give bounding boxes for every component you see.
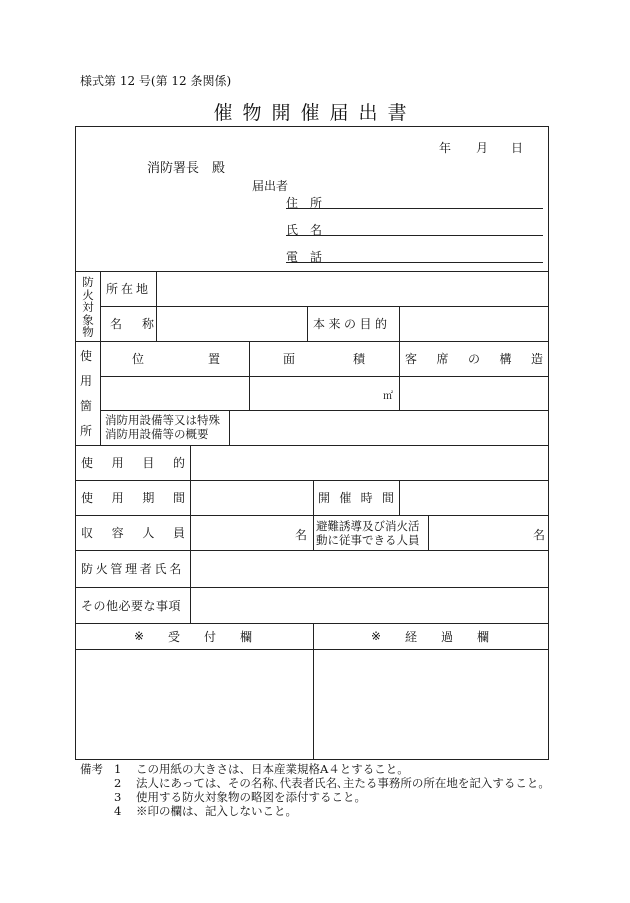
form-number: 様式第 12 号(第 12 条関係) — [80, 74, 232, 88]
progress-header: ※ 経 過 欄 — [371, 629, 489, 644]
address-line — [286, 208, 543, 209]
evacuation-staff-label: 避難誘導及び消火活 動に従事できる人員 — [316, 519, 420, 547]
reception-header: ※ 受 付 欄 — [134, 629, 252, 644]
date-day: 日 — [511, 141, 524, 155]
note-item: 2 法人にあっては、その名称､代表者氏名､主たる事務所の所在地を記入すること。 — [114, 776, 550, 790]
col-divider — [399, 306, 400, 341]
col-divider — [249, 341, 250, 410]
row-divider — [100, 376, 549, 377]
period-of-use-label: 使 用 期 間 — [81, 491, 185, 505]
row-divider — [100, 410, 549, 411]
event-time-label: 開 催 時 間 — [318, 491, 394, 505]
evacuation-unit: 名 — [533, 528, 546, 542]
submitter-label: 届出者 — [252, 179, 289, 193]
col-divider — [229, 410, 230, 445]
seating-structure-label: 客 席 の 構 造 — [405, 352, 543, 366]
use-place-label: 使 用 箇 所 — [79, 348, 92, 438]
col-divider — [313, 480, 314, 550]
capacity-label: 収 容 人 員 — [81, 526, 185, 540]
notes-label: 備考 — [80, 762, 103, 776]
equipment-label: 消防用設備等又は特殊 消防用設備等の概要 — [105, 413, 220, 441]
addressee: 消防署長 殿 — [147, 161, 226, 176]
fire-manager-label: 防火管理者氏名 — [81, 562, 184, 576]
position-label: 位 置 — [132, 352, 220, 366]
note-item: 4 ※印の欄は、記入しないこと。 — [114, 804, 297, 818]
col-divider — [399, 480, 400, 515]
col-divider — [100, 271, 101, 445]
other-matters-label: その他必要な事項 — [81, 598, 182, 613]
area-label: 面 積 — [283, 352, 365, 366]
notes — [80, 762, 550, 818]
purpose-of-use-label: 使 用 目 的 — [81, 456, 185, 470]
note-item: 備考 1 この用紙の大きさは、日本産業規格A４とすること。 — [80, 762, 409, 776]
col-divider — [307, 306, 308, 341]
note-item: 3 使用する防火対象物の略図を添付すること。 — [114, 790, 366, 804]
phone-line — [286, 262, 543, 263]
area-unit: ㎡ — [383, 391, 393, 402]
row-divider — [75, 649, 549, 650]
capacity-unit: 名 — [295, 528, 308, 542]
target-group-label: 防火対象物 — [82, 275, 94, 339]
form-title: 催物開催届出書 — [213, 102, 417, 124]
phone-label: 電 話 — [286, 249, 322, 264]
col-divider — [399, 341, 400, 410]
purpose-label: 本来の目的 — [313, 317, 391, 331]
col-divider — [313, 623, 314, 760]
name-label: 氏 名 — [286, 222, 322, 237]
col-divider — [190, 445, 191, 623]
col-divider — [428, 515, 429, 550]
date-month: 月 — [476, 141, 489, 155]
address-label: 住 所 — [286, 195, 322, 210]
location-label: 所在地 — [106, 282, 152, 296]
name-line — [286, 235, 543, 236]
target-name-label: 名称 — [110, 317, 175, 331]
date-year: 年 — [439, 141, 452, 155]
